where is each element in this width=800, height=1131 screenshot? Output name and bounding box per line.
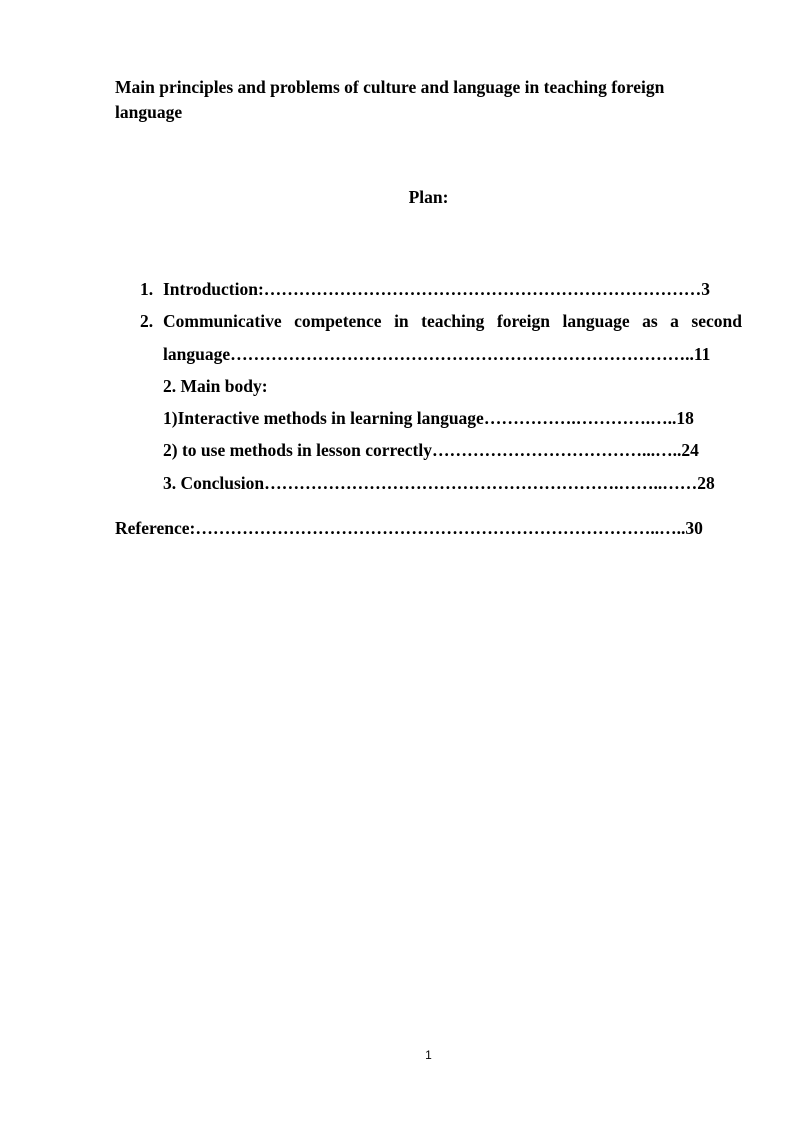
page-number: 1 [425,1048,432,1062]
toc-item-communicative-line2: language……………………………………………………………………..11 [163,344,711,364]
toc-item-1-number: 1. [140,279,154,299]
toc-item-2-number: 2. [140,311,154,331]
toc-item-use-methods: 2) to use methods in lesson correctly………………………………...…..24 [163,440,699,460]
toc-item-main-body: 2. Main body: [163,376,268,396]
toc-item-conclusion: 3. Conclusion…………………………………………………….……..……28 [163,473,715,493]
plan-heading: Plan: [408,187,449,207]
toc-item-reference: Reference:……………………………………………………………………..…..30 [115,518,703,538]
toc-item-interactive-methods: 1)Interactive methods in learning language…………….………….…..18 [163,408,694,428]
toc-item-introduction: Introduction:…………………………………………………………………3 [163,279,711,299]
document-title: Main principles and problems of culture and language in teaching foreign language [115,77,665,122]
toc-item-communicative-line1: Communicative competence in teaching foreign language as a second [163,311,742,331]
